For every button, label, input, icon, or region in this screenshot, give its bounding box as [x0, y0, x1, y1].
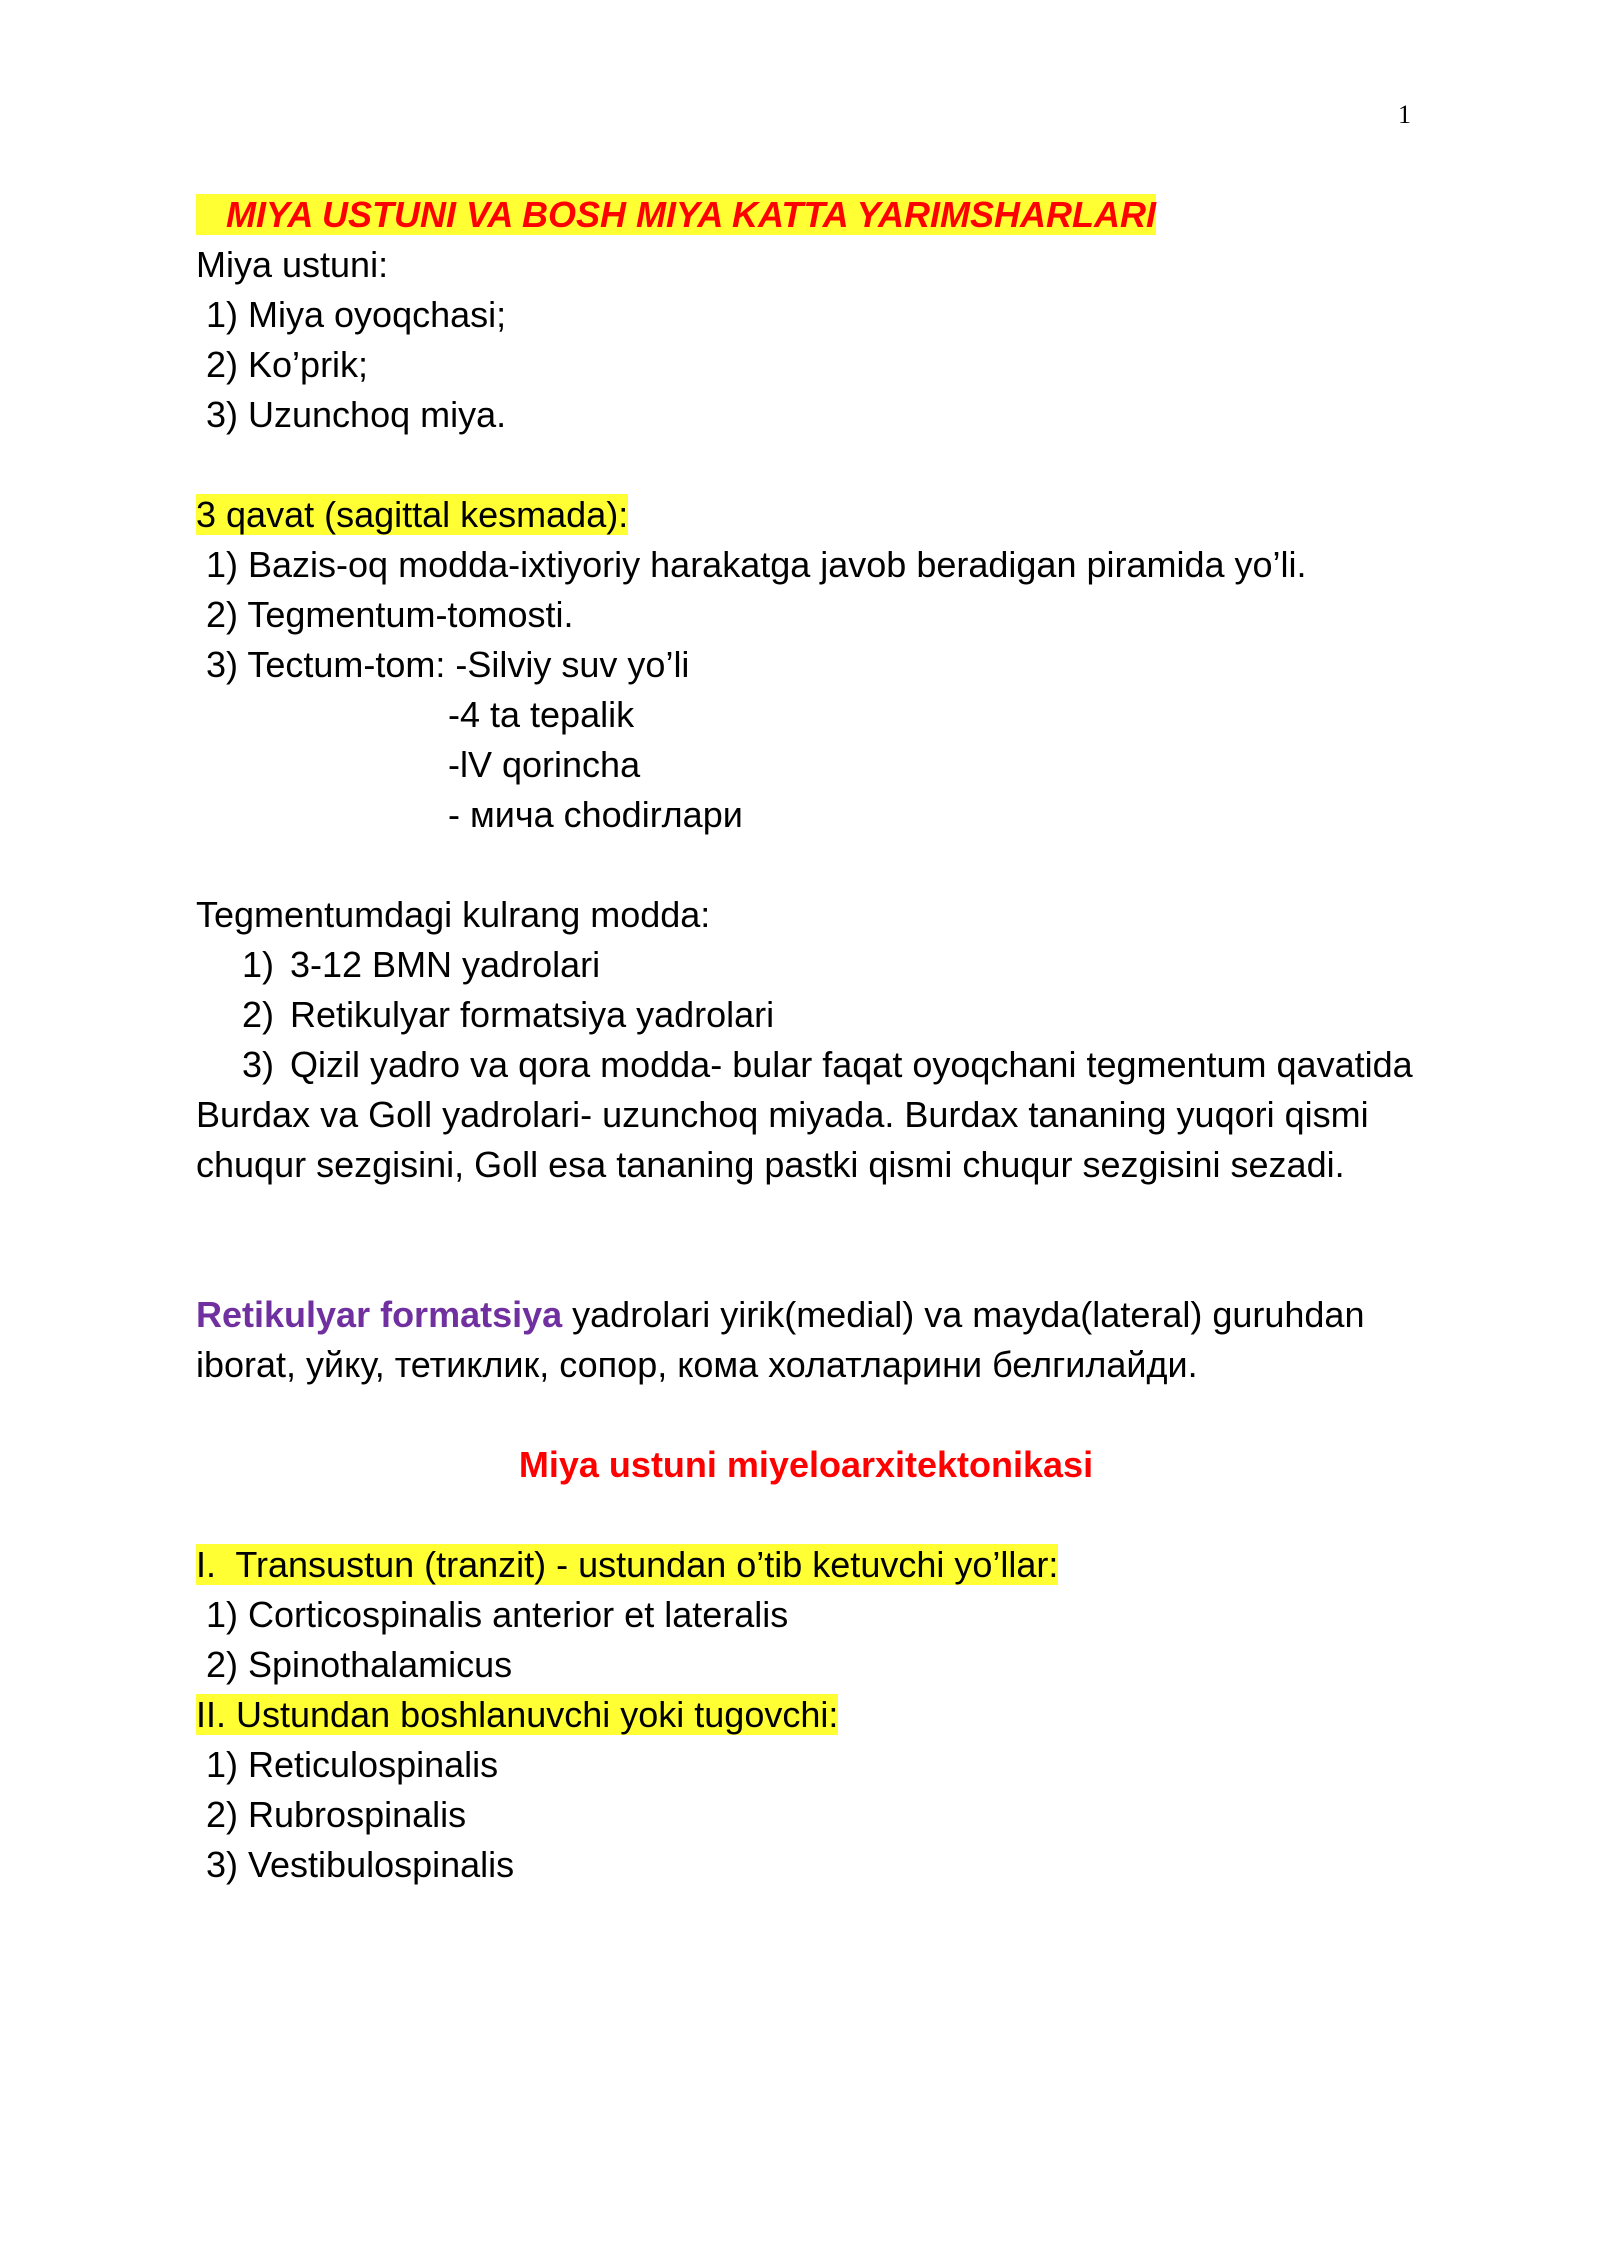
spacer — [196, 1190, 1416, 1240]
section1-item-2: 2) Ko’prik; — [206, 344, 369, 385]
list-number: 1) — [242, 944, 275, 985]
page-title: MIYA USTUNI VA BOSH MIYA KATTA YARIMSHARLARI — [196, 194, 1156, 235]
spacer — [196, 1390, 1416, 1440]
spacer — [196, 1490, 1416, 1540]
list-number: 2) — [242, 994, 275, 1035]
group2-item-1: 1) Reticulospinalis — [206, 1744, 499, 1785]
section3-list — [196, 940, 1416, 1090]
group1-item-2: 2) Spinothalamicus — [206, 1644, 513, 1685]
list-item — [196, 990, 1416, 1040]
page-number: 1 — [1398, 100, 1411, 129]
section2-heading: 3 qavat (sagittal kesmada): — [196, 494, 629, 535]
list-item — [196, 940, 1416, 990]
section4-paragraph — [196, 1290, 1416, 1390]
document-body — [196, 190, 1416, 1890]
list-number: 3) — [242, 1044, 275, 1085]
group2-heading-line — [196, 1690, 1416, 1740]
section2-subitem-1: -4 ta tepalik — [448, 694, 635, 735]
section2-item-1: 1) Bazis-oq modda-ixtiyoriy harakatga javob beradigan piramida yo’li. — [206, 544, 1307, 585]
title-line — [196, 190, 1416, 240]
section2-heading-line — [196, 490, 1416, 540]
group2-item-2: 2) Rubrospinalis — [206, 1794, 467, 1835]
spacer — [196, 840, 1416, 890]
spacer — [196, 440, 1416, 490]
list-item — [196, 1040, 1416, 1090]
group2-heading: II. Ustundan boshlanuvchi yoki tugovchi: — [196, 1694, 839, 1735]
section5-heading: Miya ustuni miyeloarxitektonikasi — [518, 1444, 1094, 1485]
section4-text: yadrolari yirik(medial) va mayda(lateral) guruhdan iborat, уйку, тетиклик, сопор, кома холатларини белгилайди. — [196, 1294, 1365, 1385]
list-text: Retikulyar formatsiya yadrolari — [290, 994, 775, 1035]
section3-paragraph: Burdax va Goll yadrolari- uzunchoq miyada. Burdax tananing yuqori qismi chuqur sezgisini, Goll esa tananing pastki qismi chuqur sezgisini sezadi. — [196, 1094, 1369, 1185]
list-text: Qizil yadro va qora modda- bular faqat oyoqchani tegmentum qavatida — [290, 1044, 1413, 1085]
section2-subitem-2: -lV qorincha — [448, 744, 641, 785]
group1-item-1: 1) Corticospinalis anterior et lateralis — [206, 1594, 789, 1635]
section1-heading: Miya ustuni: — [196, 244, 389, 285]
section2-subitem-3: - мича chodirлари — [448, 794, 743, 835]
section1-item-3: 3) Uzunchoq miya. — [206, 394, 507, 435]
group2-item-3: 3) Vestibulospinalis — [206, 1844, 515, 1885]
list-text: 3-12 BMN yadrolari — [290, 944, 601, 985]
section1-item-1: 1) Miya oyoqchasi; — [206, 294, 507, 335]
section4-term: Retikulyar formatsiya — [196, 1294, 563, 1335]
section2-item-2: 2) Tegmentum-tomosti. — [206, 594, 574, 635]
section2-item-3: 3) Tectum-tom: -Silviy suv yo’li — [206, 644, 690, 685]
group1-heading-line — [196, 1540, 1416, 1590]
spacer — [196, 1240, 1416, 1290]
section3-heading: Tegmentumdagi kulrang modda: — [196, 894, 711, 935]
group1-heading: I. Transustun (tranzit) - ustundan o’tib ketuvchi yo’llar: — [196, 1544, 1059, 1585]
